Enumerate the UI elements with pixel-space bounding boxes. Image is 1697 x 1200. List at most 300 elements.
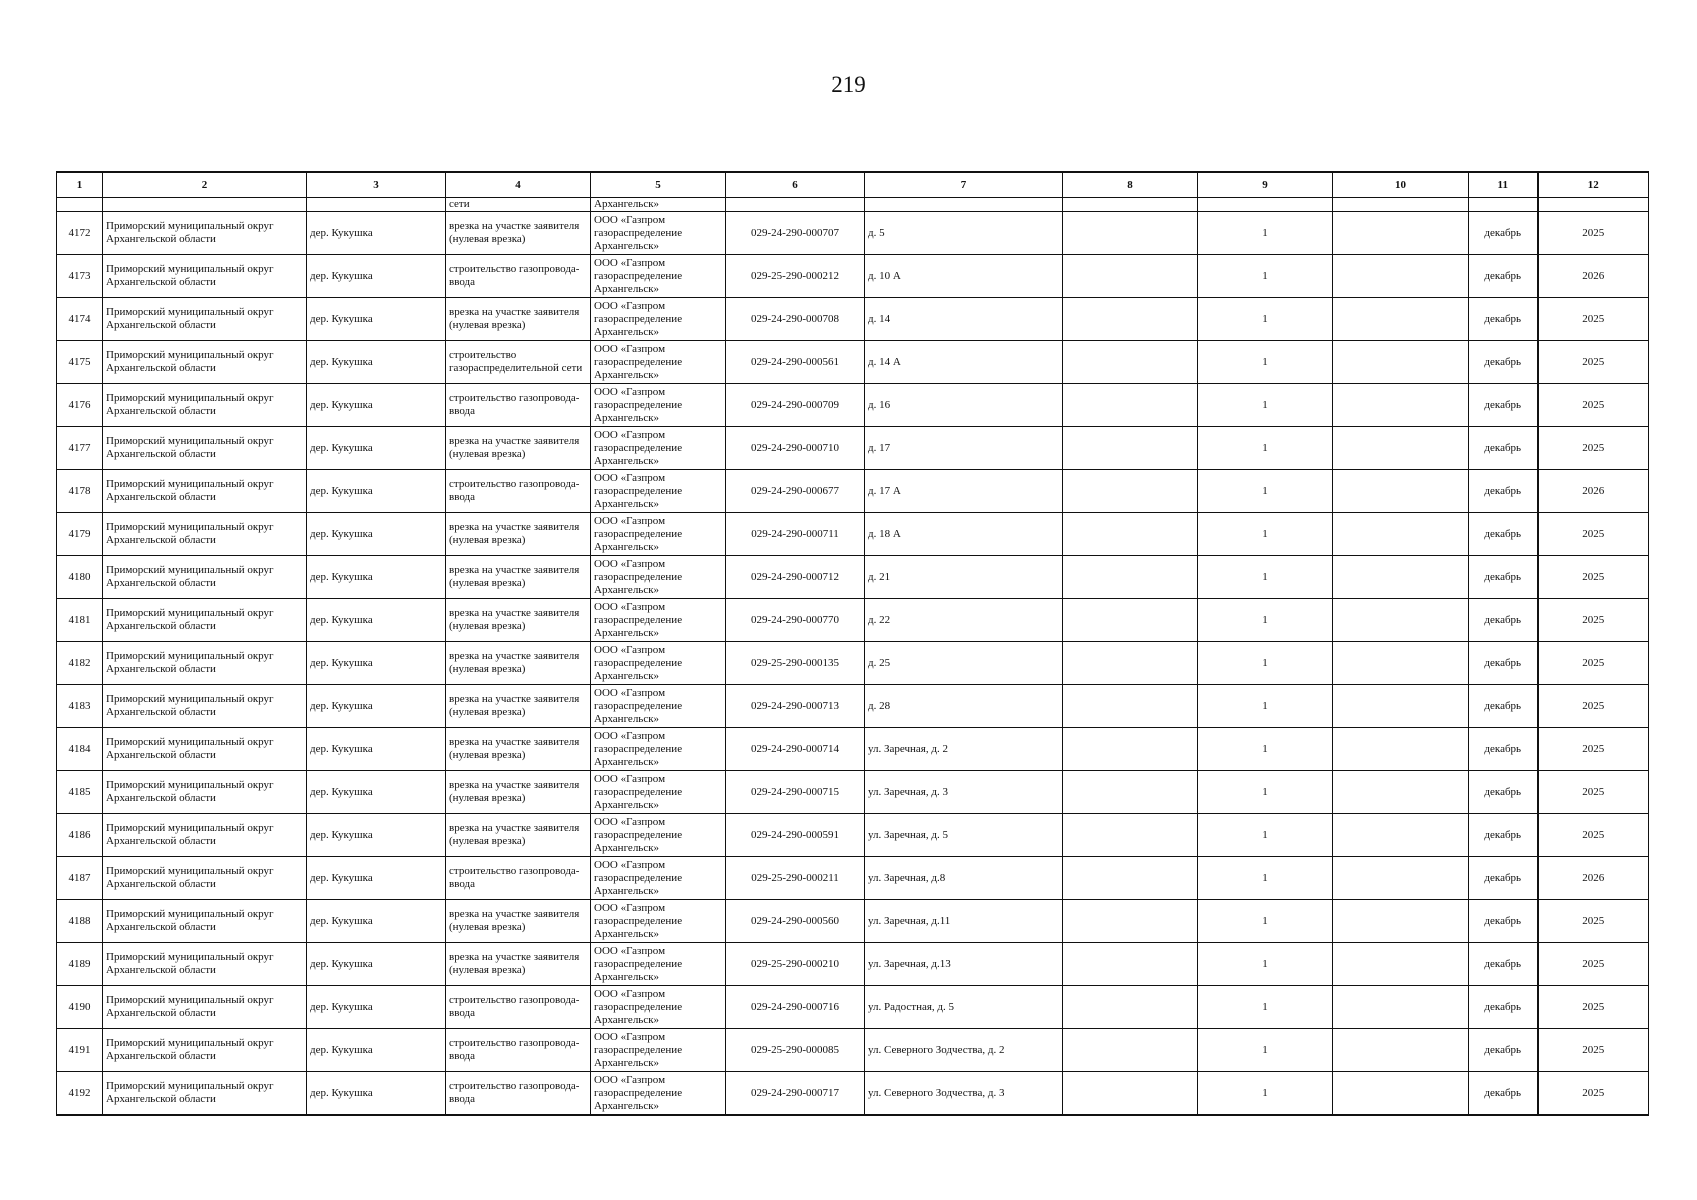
- cell-address: д. 5: [865, 212, 1063, 255]
- cell-address: ул. Радостная, д. 5: [865, 986, 1063, 1029]
- cell-work-type: строительство газопровода-ввода: [446, 384, 591, 427]
- cell-count: 1: [1198, 986, 1333, 1029]
- cell-settlement: дер. Кукушка: [307, 384, 446, 427]
- col-header-10: 10: [1333, 172, 1469, 198]
- cell-col8: [1063, 298, 1198, 341]
- cell-year: 2025: [1538, 513, 1649, 556]
- cell-month: декабрь: [1469, 771, 1538, 814]
- cell-work-type: врезка на участке заявителя (нулевая врезка): [446, 513, 591, 556]
- cell-address: ул. Заречная, д. 5: [865, 814, 1063, 857]
- table-row: [57, 427, 1649, 470]
- table-body: [57, 198, 1649, 1116]
- cell-year: 2025: [1538, 900, 1649, 943]
- cell-municipality: Приморский муниципальный округ Архангельской области: [103, 298, 307, 341]
- cell-col10: [1333, 900, 1469, 943]
- cell-number: 4177: [57, 427, 103, 470]
- table-row: [57, 298, 1649, 341]
- cell: [1063, 198, 1198, 212]
- cell-year: 2025: [1538, 341, 1649, 384]
- cell-municipality: Приморский муниципальный округ Архангельской области: [103, 728, 307, 771]
- cell-address: д. 22: [865, 599, 1063, 642]
- cell-col8: [1063, 900, 1198, 943]
- cell-application-id: 029-24-290-000715: [726, 771, 865, 814]
- cell-number: 4191: [57, 1029, 103, 1072]
- cell-col8: [1063, 556, 1198, 599]
- cell-settlement: дер. Кукушка: [307, 470, 446, 513]
- cell-year: 2025: [1538, 1029, 1649, 1072]
- cell-municipality: Приморский муниципальный округ Архангельской области: [103, 943, 307, 986]
- table-row: [57, 556, 1649, 599]
- cell-settlement: дер. Кукушка: [307, 685, 446, 728]
- cell-municipality: Приморский муниципальный округ Архангельской области: [103, 1029, 307, 1072]
- table-row: [57, 642, 1649, 685]
- cell-number: 4190: [57, 986, 103, 1029]
- cell-col10: [1333, 427, 1469, 470]
- cell-organization: ООО «Газпром газораспределение Архангельск»: [591, 1072, 726, 1116]
- cell-organization: ООО «Газпром газораспределение Архангельск»: [591, 900, 726, 943]
- cell-count: 1: [1198, 212, 1333, 255]
- cell-organization: ООО «Газпром газораспределение Архангельск»: [591, 556, 726, 599]
- cell-work-type: врезка на участке заявителя (нулевая врезка): [446, 728, 591, 771]
- cell-month: декабрь: [1469, 427, 1538, 470]
- cell: [307, 198, 446, 212]
- cell-count: 1: [1198, 771, 1333, 814]
- cell-number: 4183: [57, 685, 103, 728]
- cell-month: декабрь: [1469, 1072, 1538, 1116]
- table-row: [57, 814, 1649, 857]
- cell-col10: [1333, 212, 1469, 255]
- cell-year: 2026: [1538, 470, 1649, 513]
- cell-col8: [1063, 513, 1198, 556]
- cell-municipality: Приморский муниципальный округ Архангельской области: [103, 384, 307, 427]
- cell-year: 2025: [1538, 814, 1649, 857]
- cell-count: 1: [1198, 556, 1333, 599]
- cell-work-type: врезка на участке заявителя (нулевая врезка): [446, 943, 591, 986]
- cell-organization: Архангельск»: [591, 198, 726, 212]
- cell-application-id: 029-24-290-000713: [726, 685, 865, 728]
- cell-col8: [1063, 857, 1198, 900]
- cell: [103, 198, 307, 212]
- cell-work-type: врезка на участке заявителя (нулевая врезка): [446, 599, 591, 642]
- cell-month: декабрь: [1469, 298, 1538, 341]
- table-row: [57, 599, 1649, 642]
- cell-year: 2025: [1538, 642, 1649, 685]
- cell-col8: [1063, 599, 1198, 642]
- cell-col10: [1333, 513, 1469, 556]
- cell-work-type: врезка на участке заявителя (нулевая врезка): [446, 900, 591, 943]
- cell-number: 4176: [57, 384, 103, 427]
- cell-col10: [1333, 814, 1469, 857]
- cell-work-type: врезка на участке заявителя (нулевая врезка): [446, 556, 591, 599]
- cell-work-type: строительство газопровода-ввода: [446, 1029, 591, 1072]
- cell-number: 4174: [57, 298, 103, 341]
- cell-work-type: строительство газопровода-ввода: [446, 255, 591, 298]
- cell-work-type: строительство газопровода-ввода: [446, 470, 591, 513]
- cell-settlement: дер. Кукушка: [307, 943, 446, 986]
- cell-year: 2025: [1538, 943, 1649, 986]
- cell-count: 1: [1198, 943, 1333, 986]
- cell-year: 2025: [1538, 728, 1649, 771]
- cell-municipality: Приморский муниципальный округ Архангельской области: [103, 1072, 307, 1116]
- cell-application-id: 029-24-290-000560: [726, 900, 865, 943]
- cell-year: 2025: [1538, 599, 1649, 642]
- cell-col10: [1333, 771, 1469, 814]
- cell-organization: ООО «Газпром газораспределение Архангельск»: [591, 298, 726, 341]
- cell-year: 2025: [1538, 384, 1649, 427]
- cell-application-id: 029-24-290-000677: [726, 470, 865, 513]
- cell-count: 1: [1198, 341, 1333, 384]
- table-row: [57, 728, 1649, 771]
- table-row: [57, 470, 1649, 513]
- cell-year: 2026: [1538, 255, 1649, 298]
- cell-col8: [1063, 1072, 1198, 1116]
- cell-col8: [1063, 341, 1198, 384]
- cell-application-id: 029-25-290-000211: [726, 857, 865, 900]
- cell-municipality: Приморский муниципальный округ Архангельской области: [103, 212, 307, 255]
- cell-col10: [1333, 384, 1469, 427]
- cell-count: 1: [1198, 642, 1333, 685]
- cell-work-type: строительство газораспределительной сети: [446, 341, 591, 384]
- table-row: [57, 685, 1649, 728]
- cell-col10: [1333, 986, 1469, 1029]
- cell-municipality: Приморский муниципальный округ Архангельской области: [103, 642, 307, 685]
- cell-number: 4188: [57, 900, 103, 943]
- cell-address: ул. Северного Зодчества, д. 2: [865, 1029, 1063, 1072]
- cell-settlement: дер. Кукушка: [307, 771, 446, 814]
- cell-application-id: 029-24-290-000708: [726, 298, 865, 341]
- cell-organization: ООО «Газпром газораспределение Архангельск»: [591, 599, 726, 642]
- cell-month: декабрь: [1469, 599, 1538, 642]
- cell-year: 2025: [1538, 212, 1649, 255]
- cell-month: декабрь: [1469, 685, 1538, 728]
- cell-work-type: врезка на участке заявителя (нулевая врезка): [446, 298, 591, 341]
- cell-year: 2025: [1538, 1072, 1649, 1116]
- cell-organization: ООО «Газпром газораспределение Архангельск»: [591, 427, 726, 470]
- cell-work-type: врезка на участке заявителя (нулевая врезка): [446, 212, 591, 255]
- cell-month: декабрь: [1469, 986, 1538, 1029]
- table-row: [57, 513, 1649, 556]
- cell-settlement: дер. Кукушка: [307, 857, 446, 900]
- cell-col8: [1063, 212, 1198, 255]
- cell-count: 1: [1198, 900, 1333, 943]
- cell-count: 1: [1198, 255, 1333, 298]
- cell-organization: ООО «Газпром газораспределение Архангельск»: [591, 255, 726, 298]
- cell-work-type: врезка на участке заявителя (нулевая врезка): [446, 427, 591, 470]
- col-header-12: 12: [1538, 172, 1649, 198]
- cell-month: декабрь: [1469, 384, 1538, 427]
- cell-application-id: 029-24-290-000716: [726, 986, 865, 1029]
- cell-col10: [1333, 1029, 1469, 1072]
- cell-address: д. 18 А: [865, 513, 1063, 556]
- cell-application-id: 029-25-290-000135: [726, 642, 865, 685]
- cell-organization: ООО «Газпром газораспределение Архангельск»: [591, 470, 726, 513]
- cell-col10: [1333, 599, 1469, 642]
- cell-count: 1: [1198, 298, 1333, 341]
- cell-municipality: Приморский муниципальный округ Архангельской области: [103, 255, 307, 298]
- cell-col10: [1333, 341, 1469, 384]
- cell-number: 4187: [57, 857, 103, 900]
- cell-month: декабрь: [1469, 1029, 1538, 1072]
- col-header-8: 8: [1063, 172, 1198, 198]
- cell-settlement: дер. Кукушка: [307, 255, 446, 298]
- cell-settlement: дер. Кукушка: [307, 599, 446, 642]
- cell-municipality: Приморский муниципальный округ Архангельской области: [103, 685, 307, 728]
- cell-col10: [1333, 943, 1469, 986]
- cell-month: декабрь: [1469, 513, 1538, 556]
- continuation-row: [57, 198, 1649, 212]
- cell-municipality: Приморский муниципальный округ Архангельской области: [103, 556, 307, 599]
- cell-number: 4178: [57, 470, 103, 513]
- page-number: 219: [831, 72, 866, 97]
- cell-year: 2025: [1538, 685, 1649, 728]
- cell-address: ул. Заречная, д.11: [865, 900, 1063, 943]
- cell-month: декабрь: [1469, 556, 1538, 599]
- cell-work-type: врезка на участке заявителя (нулевая врезка): [446, 814, 591, 857]
- cell: [1333, 198, 1469, 212]
- cell-number: 4181: [57, 599, 103, 642]
- cell-application-id: 029-24-290-000709: [726, 384, 865, 427]
- table-row: [57, 212, 1649, 255]
- table-row: [57, 341, 1649, 384]
- cell-month: декабрь: [1469, 255, 1538, 298]
- cell-application-id: 029-24-290-000714: [726, 728, 865, 771]
- cell-organization: ООО «Газпром газораспределение Архангельск»: [591, 642, 726, 685]
- cell-year: 2026: [1538, 857, 1649, 900]
- cell-municipality: Приморский муниципальный округ Архангельской области: [103, 857, 307, 900]
- cell-year: 2025: [1538, 986, 1649, 1029]
- cell-col8: [1063, 728, 1198, 771]
- cell-settlement: дер. Кукушка: [307, 298, 446, 341]
- cell-month: декабрь: [1469, 341, 1538, 384]
- cell-col8: [1063, 255, 1198, 298]
- col-header-3: 3: [307, 172, 446, 198]
- cell-organization: ООО «Газпром газораспределение Архангельск»: [591, 341, 726, 384]
- cell-col10: [1333, 298, 1469, 341]
- cell: [726, 198, 865, 212]
- cell-settlement: дер. Кукушка: [307, 1072, 446, 1116]
- cell-organization: ООО «Газпром газораспределение Архангельск»: [591, 814, 726, 857]
- cell-col8: [1063, 943, 1198, 986]
- cell-count: 1: [1198, 513, 1333, 556]
- cell-municipality: Приморский муниципальный округ Архангельской области: [103, 771, 307, 814]
- cell-year: 2025: [1538, 298, 1649, 341]
- cell-number: 4192: [57, 1072, 103, 1116]
- cell-col10: [1333, 642, 1469, 685]
- table-row: [57, 384, 1649, 427]
- cell-application-id: 029-25-290-000212: [726, 255, 865, 298]
- cell-organization: ООО «Газпром газораспределение Архангельск»: [591, 728, 726, 771]
- cell-col10: [1333, 728, 1469, 771]
- cell-month: декабрь: [1469, 642, 1538, 685]
- cell-number: 4172: [57, 212, 103, 255]
- cell-count: 1: [1198, 599, 1333, 642]
- cell: [865, 198, 1063, 212]
- cell-number: 4184: [57, 728, 103, 771]
- cell-address: д. 14: [865, 298, 1063, 341]
- cell-month: декабрь: [1469, 814, 1538, 857]
- cell-address: д. 28: [865, 685, 1063, 728]
- cell-municipality: Приморский муниципальный округ Архангельской области: [103, 341, 307, 384]
- table-row: [57, 943, 1649, 986]
- cell-col8: [1063, 685, 1198, 728]
- cell-settlement: дер. Кукушка: [307, 900, 446, 943]
- cell-municipality: Приморский муниципальный округ Архангельской области: [103, 900, 307, 943]
- cell-col8: [1063, 642, 1198, 685]
- cell-settlement: дер. Кукушка: [307, 341, 446, 384]
- cell-address: ул. Заречная, д. 2: [865, 728, 1063, 771]
- cell-count: 1: [1198, 728, 1333, 771]
- cell-work-type: врезка на участке заявителя (нулевая врезка): [446, 685, 591, 728]
- cell-col8: [1063, 427, 1198, 470]
- table-row: [57, 986, 1649, 1029]
- cell-count: 1: [1198, 1072, 1333, 1116]
- cell-col10: [1333, 556, 1469, 599]
- cell-organization: ООО «Газпром газораспределение Архангельск»: [591, 857, 726, 900]
- cell-col8: [1063, 1029, 1198, 1072]
- col-header-6: 6: [726, 172, 865, 198]
- col-header-4: 4: [446, 172, 591, 198]
- cell-year: 2025: [1538, 427, 1649, 470]
- cell-address: д. 21: [865, 556, 1063, 599]
- cell-number: 4180: [57, 556, 103, 599]
- cell-settlement: дер. Кукушка: [307, 642, 446, 685]
- cell-count: 1: [1198, 384, 1333, 427]
- cell-count: 1: [1198, 427, 1333, 470]
- cell-application-id: 029-24-290-000591: [726, 814, 865, 857]
- cell-number: 4175: [57, 341, 103, 384]
- cell-application-id: 029-25-290-000085: [726, 1029, 865, 1072]
- cell-organization: ООО «Газпром газораспределение Архангельск»: [591, 513, 726, 556]
- cell-organization: ООО «Газпром газораспределение Архангельск»: [591, 384, 726, 427]
- cell-col8: [1063, 470, 1198, 513]
- cell-month: декабрь: [1469, 470, 1538, 513]
- col-header-5: 5: [591, 172, 726, 198]
- cell-col8: [1063, 384, 1198, 427]
- cell-count: 1: [1198, 685, 1333, 728]
- cell-work-type: строительство газопровода-ввода: [446, 857, 591, 900]
- cell-year: 2025: [1538, 556, 1649, 599]
- cell-municipality: Приморский муниципальный округ Архангельской области: [103, 513, 307, 556]
- cell-organization: ООО «Газпром газораспределение Архангельск»: [591, 771, 726, 814]
- table-row: [57, 1029, 1649, 1072]
- cell-year: 2025: [1538, 771, 1649, 814]
- cell-municipality: Приморский муниципальный округ Архангельской области: [103, 470, 307, 513]
- cell-work-type: врезка на участке заявителя (нулевая врезка): [446, 642, 591, 685]
- cell-settlement: дер. Кукушка: [307, 513, 446, 556]
- cell-work-type: сети: [446, 198, 591, 212]
- cell-col10: [1333, 255, 1469, 298]
- cell-municipality: Приморский муниципальный округ Архангельской области: [103, 986, 307, 1029]
- cell-address: ул. Заречная, д.13: [865, 943, 1063, 986]
- cell-settlement: дер. Кукушка: [307, 556, 446, 599]
- col-header-7: 7: [865, 172, 1063, 198]
- cell-settlement: дер. Кукушка: [307, 728, 446, 771]
- cell-address: ул. Северного Зодчества, д. 3: [865, 1072, 1063, 1116]
- cell-address: д. 16: [865, 384, 1063, 427]
- col-header-2: 2: [103, 172, 307, 198]
- cell-month: декабрь: [1469, 212, 1538, 255]
- cell-application-id: 029-24-290-000561: [726, 341, 865, 384]
- cell-work-type: врезка на участке заявителя (нулевая врезка): [446, 771, 591, 814]
- cell-number: 4173: [57, 255, 103, 298]
- cell-count: 1: [1198, 470, 1333, 513]
- cell-settlement: дер. Кукушка: [307, 212, 446, 255]
- cell-municipality: Приморский муниципальный округ Архангельской области: [103, 814, 307, 857]
- cell-col8: [1063, 771, 1198, 814]
- cell-application-id: 029-25-290-000210: [726, 943, 865, 986]
- cell-col8: [1063, 986, 1198, 1029]
- table-row: [57, 857, 1649, 900]
- cell: [1198, 198, 1333, 212]
- cell-organization: ООО «Газпром газораспределение Архангельск»: [591, 943, 726, 986]
- cell-application-id: 029-24-290-000710: [726, 427, 865, 470]
- cell-settlement: дер. Кукушка: [307, 427, 446, 470]
- cell-count: 1: [1198, 814, 1333, 857]
- cell-municipality: Приморский муниципальный округ Архангельской области: [103, 427, 307, 470]
- cell-work-type: строительство газопровода-ввода: [446, 1072, 591, 1116]
- cell-address: д. 25: [865, 642, 1063, 685]
- col-header-9: 9: [1198, 172, 1333, 198]
- cell: [1538, 198, 1649, 212]
- cell-address: ул. Заречная, д. 3: [865, 771, 1063, 814]
- cell-month: декабрь: [1469, 900, 1538, 943]
- cell-col8: [1063, 814, 1198, 857]
- cell-work-type: строительство газопровода-ввода: [446, 986, 591, 1029]
- table-row: [57, 900, 1649, 943]
- col-header-1: 1: [57, 172, 103, 198]
- table-row: [57, 1072, 1649, 1116]
- cell-col10: [1333, 685, 1469, 728]
- cell-address: д. 14 А: [865, 341, 1063, 384]
- cell: [57, 198, 103, 212]
- cell-count: 1: [1198, 1029, 1333, 1072]
- table-row: [57, 771, 1649, 814]
- cell-application-id: 029-24-290-000707: [726, 212, 865, 255]
- cell-organization: ООО «Газпром газораспределение Архангельск»: [591, 986, 726, 1029]
- cell-number: 4179: [57, 513, 103, 556]
- cell-count: 1: [1198, 857, 1333, 900]
- cell-month: декабрь: [1469, 728, 1538, 771]
- cell-number: 4186: [57, 814, 103, 857]
- cell-settlement: дер. Кукушка: [307, 986, 446, 1029]
- cell-address: д. 10 А: [865, 255, 1063, 298]
- cell-col10: [1333, 470, 1469, 513]
- cell-municipality: Приморский муниципальный округ Архангельской области: [103, 599, 307, 642]
- col-header-11: 11: [1469, 172, 1538, 198]
- cell-col10: [1333, 857, 1469, 900]
- cell: [1469, 198, 1538, 212]
- cell-application-id: 029-24-290-000770: [726, 599, 865, 642]
- cell-address: д. 17 А: [865, 470, 1063, 513]
- cell-address: д. 17: [865, 427, 1063, 470]
- table-row: [57, 255, 1649, 298]
- cell-application-id: 029-24-290-000711: [726, 513, 865, 556]
- cell-month: декабрь: [1469, 943, 1538, 986]
- cell-application-id: 029-24-290-000712: [726, 556, 865, 599]
- cell-number: 4182: [57, 642, 103, 685]
- cell-organization: ООО «Газпром газораспределение Архангельск»: [591, 212, 726, 255]
- cell-col10: [1333, 1072, 1469, 1116]
- cell-address: ул. Заречная, д.8: [865, 857, 1063, 900]
- header-row: [57, 172, 1649, 198]
- cell-number: 4189: [57, 943, 103, 986]
- cell-settlement: дер. Кукушка: [307, 1029, 446, 1072]
- cell-number: 4185: [57, 771, 103, 814]
- cell-organization: ООО «Газпром газораспределение Архангельск»: [591, 1029, 726, 1072]
- cell-settlement: дер. Кукушка: [307, 814, 446, 857]
- registry-table: [56, 171, 1649, 1116]
- cell-month: декабрь: [1469, 857, 1538, 900]
